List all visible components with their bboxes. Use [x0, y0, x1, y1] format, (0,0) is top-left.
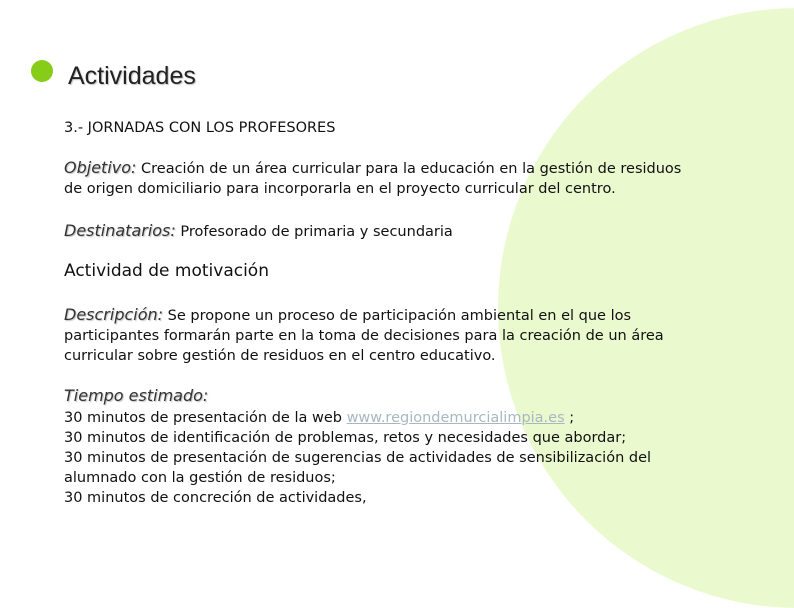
- motivation-heading: Actividad de motivación: [64, 261, 269, 281]
- objetivo-text-line1: Creación de un área curricular para la educación en la gestión de residuos: [136, 161, 682, 177]
- objetivo-paragraph: [64, 158, 704, 199]
- descripcion-text-line2: participantes formarán parte en la toma de decisiones para la creación de un área: [64, 328, 664, 344]
- tiempo-line4: alumnado con la gestión de residuos;: [64, 470, 336, 486]
- tiempo-line2: 30 minutos de identificación de problemas, retos y necesidades que abordar;: [64, 430, 627, 446]
- tiempo-label-paragraph: [64, 386, 704, 407]
- bullet-dot-icon: [31, 60, 53, 82]
- objetivo-label: Objetivo:: [64, 158, 137, 177]
- section-heading: 3.- JORNADAS CON LOS PROFESORES: [64, 120, 336, 136]
- tiempo-label: Tiempo estimado:: [64, 386, 209, 405]
- destinatarios-label: Destinatarios:: [64, 221, 176, 240]
- destinatarios-paragraph: [64, 221, 704, 242]
- slide-title: Actividades: [68, 62, 196, 90]
- tiempo-lines: [64, 408, 704, 508]
- website-link[interactable]: www.regiondemurcialimpia.es: [346, 410, 565, 426]
- destinatarios-text: Profesorado de primaria y secundaria: [175, 224, 453, 240]
- descripcion-text-line3: curricular sobre gestión de residuos en el centro educativo.: [64, 348, 496, 364]
- tiempo-line5: 30 minutos de concreción de actividades,: [64, 490, 367, 506]
- tiempo-line1-prefix: 30 minutos de presentación de la web: [64, 410, 347, 426]
- descripcion-label: Descripción:: [64, 305, 164, 324]
- tiempo-line1-suffix: ;: [564, 410, 575, 426]
- tiempo-line3: 30 minutos de presentación de sugerencias de actividades de sensibilización del: [64, 450, 652, 466]
- descripcion-text-line1: Se propone un proceso de participación ambiental en el que los: [163, 308, 632, 324]
- objetivo-text-line2: de origen domiciliario para incorporarla en el proyecto curricular del centro.: [64, 181, 616, 197]
- descripcion-paragraph: [64, 305, 704, 366]
